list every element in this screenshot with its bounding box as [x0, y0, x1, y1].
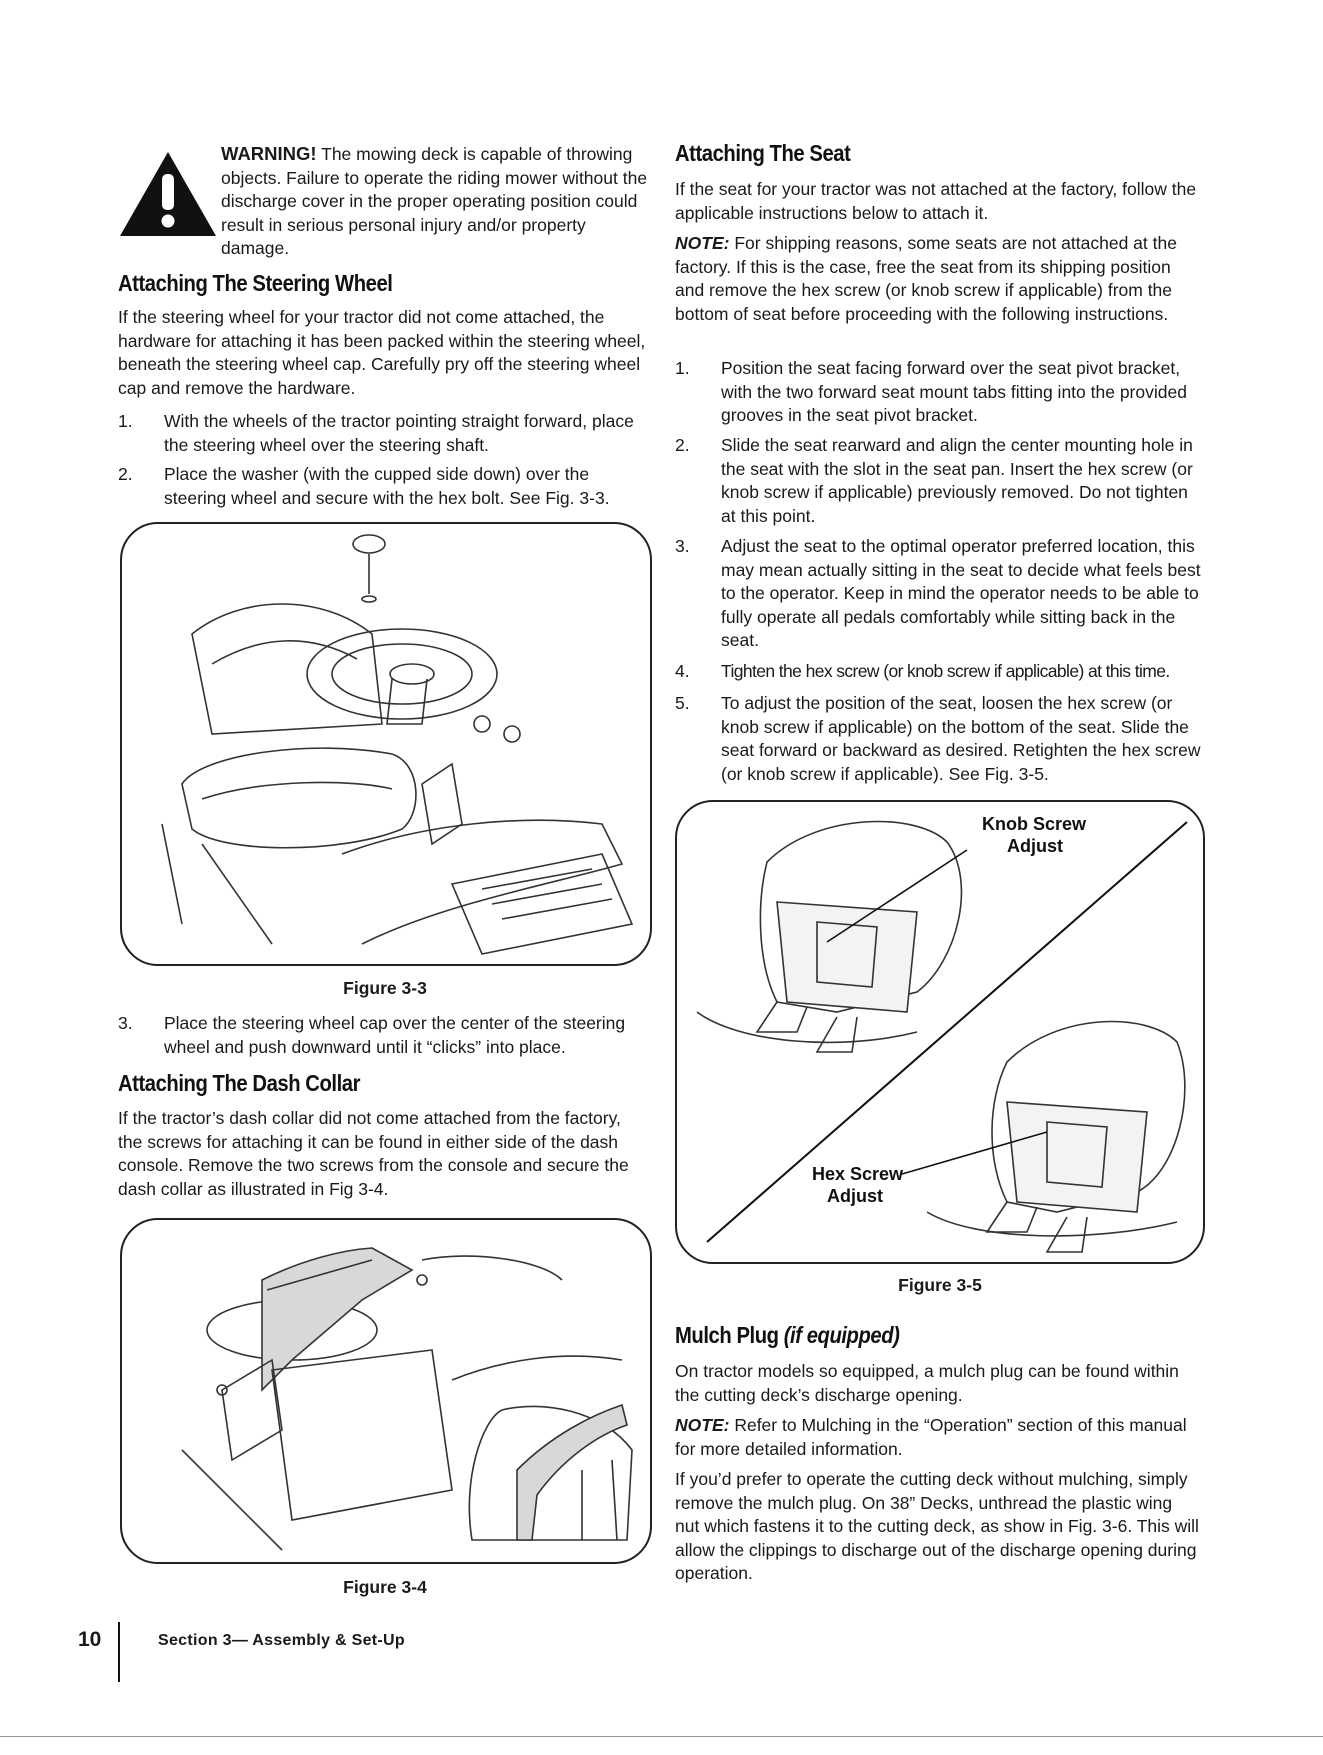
- note-text: For shipping reasons, some seats are not attached at the factory. If this is the case, free the seat from its shipping position and remove the hex screw (or knob screw if applicable) from the bottom of seat before proceeding with the following instructions.: [675, 233, 1177, 324]
- bottom-rule: [0, 1736, 1323, 1737]
- figure-3-4-caption: Figure 3-4: [343, 1577, 427, 1597]
- seat-adjust-illustration: [677, 802, 1203, 1262]
- step-text: Place the steering wheel cap over the center of the steering wheel and push downward until it “clicks” into place.: [164, 1013, 626, 1057]
- seat-intro: If the seat for your tractor was not attached at the factory, follow the applicable instructions below to attach it.: [675, 179, 1197, 223]
- steering-step-1: [118, 410, 648, 458]
- step-number: 3.: [675, 536, 690, 556]
- seat-step-5: [675, 692, 1203, 788]
- seat-step-2: [675, 434, 1203, 530]
- seat-step-4: [675, 660, 1203, 686]
- steering-intro: If the steering wheel for your tractor did not come attached, the hardware for attaching it has been packed within the steering wheel, beneath the steering wheel cap. Carefully pry off the steering wheel cap and remove the hardware.: [118, 307, 646, 398]
- step-number: 2.: [675, 435, 690, 455]
- knob-screw-label: Knob Screw: [982, 814, 1087, 834]
- figure-3-5: [675, 800, 1205, 1264]
- steering-wheel-illustration: [122, 524, 650, 964]
- mulch-heading: [675, 1322, 899, 1349]
- dash-text: If the tractor’s dash collar did not come attached from the factory, the screws for attaching it can be found in either side of the dash console. Remove the two screws from the console and secure the dash collar as illustrated in Fig 3-4.: [118, 1108, 629, 1199]
- step-number: 2.: [118, 464, 133, 484]
- dash-collar-illustration: [122, 1220, 650, 1562]
- warning-block: [118, 142, 652, 262]
- steering-step-2: [118, 463, 648, 511]
- step-number: 3.: [118, 1013, 133, 1033]
- step-number: 4.: [675, 661, 690, 681]
- mulch-note: [675, 1414, 1200, 1461]
- figure-3-5-caption: Figure 3-5: [898, 1275, 982, 1295]
- figure-3-3: [120, 522, 652, 966]
- warning-text: [221, 142, 651, 261]
- hex-adjust-label: Adjust: [827, 1186, 883, 1206]
- mulch-text-1: On tractor models so equipped, a mulch plug can be found within the cutting deck’s discharge opening.: [675, 1361, 1179, 1405]
- mulch-heading-text: Mulch Plug: [675, 1322, 779, 1348]
- dash-heading: Attaching The Dash Collar: [118, 1070, 361, 1096]
- page-number: 10: [78, 1628, 102, 1651]
- seat-step-1: [675, 357, 1203, 429]
- step-number: 1.: [675, 358, 690, 378]
- warning-heading: WARNING!: [221, 143, 317, 164]
- footer-divider: [118, 1622, 120, 1682]
- note-text: Refer to Mulching in the “Operation” section of this manual for more detailed information.: [675, 1415, 1187, 1459]
- step-text: Slide the seat rearward and align the center mounting hole in the seat with the slot in the seat pan. Insert the hex screw (or knob screw if applicable) previously removed. Do not tighten at this point.: [721, 435, 1193, 526]
- step-number: 5.: [675, 693, 690, 713]
- warning-body: The mowing deck is capable of throwing objects. Failure to operate the riding mower without the discharge cover in the proper operating position could result in serious personal injury and/or property damage.: [221, 144, 648, 258]
- hex-screw-label: Hex Screw: [812, 1164, 904, 1184]
- knob-adjust-label: Adjust: [1007, 836, 1063, 856]
- seat-step-3: [675, 535, 1203, 655]
- steering-heading: Attaching The Steering Wheel: [118, 270, 393, 296]
- warning-triangle-icon: [118, 150, 218, 238]
- step-text: With the wheels of the tractor pointing straight forward, place the steering wheel over the steering shaft.: [164, 411, 634, 455]
- step-number: 1.: [118, 411, 133, 431]
- step-text: Adjust the seat to the optimal operator preferred location, this may mean actually sitting in the seat to decide what feels best to the operator. Keep in mind the operator needs to be able to fully operate all pedals comfortably while sitting back in the seat.: [721, 536, 1201, 650]
- step-text: Tighten the hex screw (or knob screw if applicable) at this time.: [721, 661, 1170, 681]
- note-label: NOTE:: [675, 233, 730, 253]
- section-label: Section 3— Assembly & Set-Up: [158, 1632, 405, 1649]
- seat-note: [675, 232, 1200, 326]
- steering-step-3: [118, 1012, 648, 1060]
- seat-heading: Attaching The Seat: [675, 140, 851, 166]
- note-label: NOTE:: [675, 1415, 730, 1435]
- step-text: To adjust the position of the seat, loosen the hex screw (or knob screw if applicable) on the bottom of the seat. Slide the seat forward or backward as desired. Retighten the hex screw (or knob screw if applicable). See Fig. 3-5.: [721, 693, 1201, 784]
- step-text: Place the washer (with the cupped side down) over the steering wheel and secure with the hex bolt. See Fig. 3-3.: [164, 464, 610, 508]
- step-text: Position the seat facing forward over the seat pivot bracket, with the two forward seat mount tabs fitting into the provided grooves in the seat pivot bracket.: [721, 358, 1187, 425]
- figure-3-4: [120, 1218, 652, 1564]
- mulch-text-2: If you’d prefer to operate the cutting deck without mulching, simply remove the mulch plug. On 38” Decks, unthread the plastic wing nut which fastens it to the cutting deck, as show in Fig. 3-6. This will allow the clippings to discharge out of the discharge opening during operation.: [675, 1469, 1199, 1583]
- mulch-heading-suffix: (if equipped): [783, 1322, 900, 1348]
- figure-3-3-caption: Figure 3-3: [343, 978, 427, 998]
